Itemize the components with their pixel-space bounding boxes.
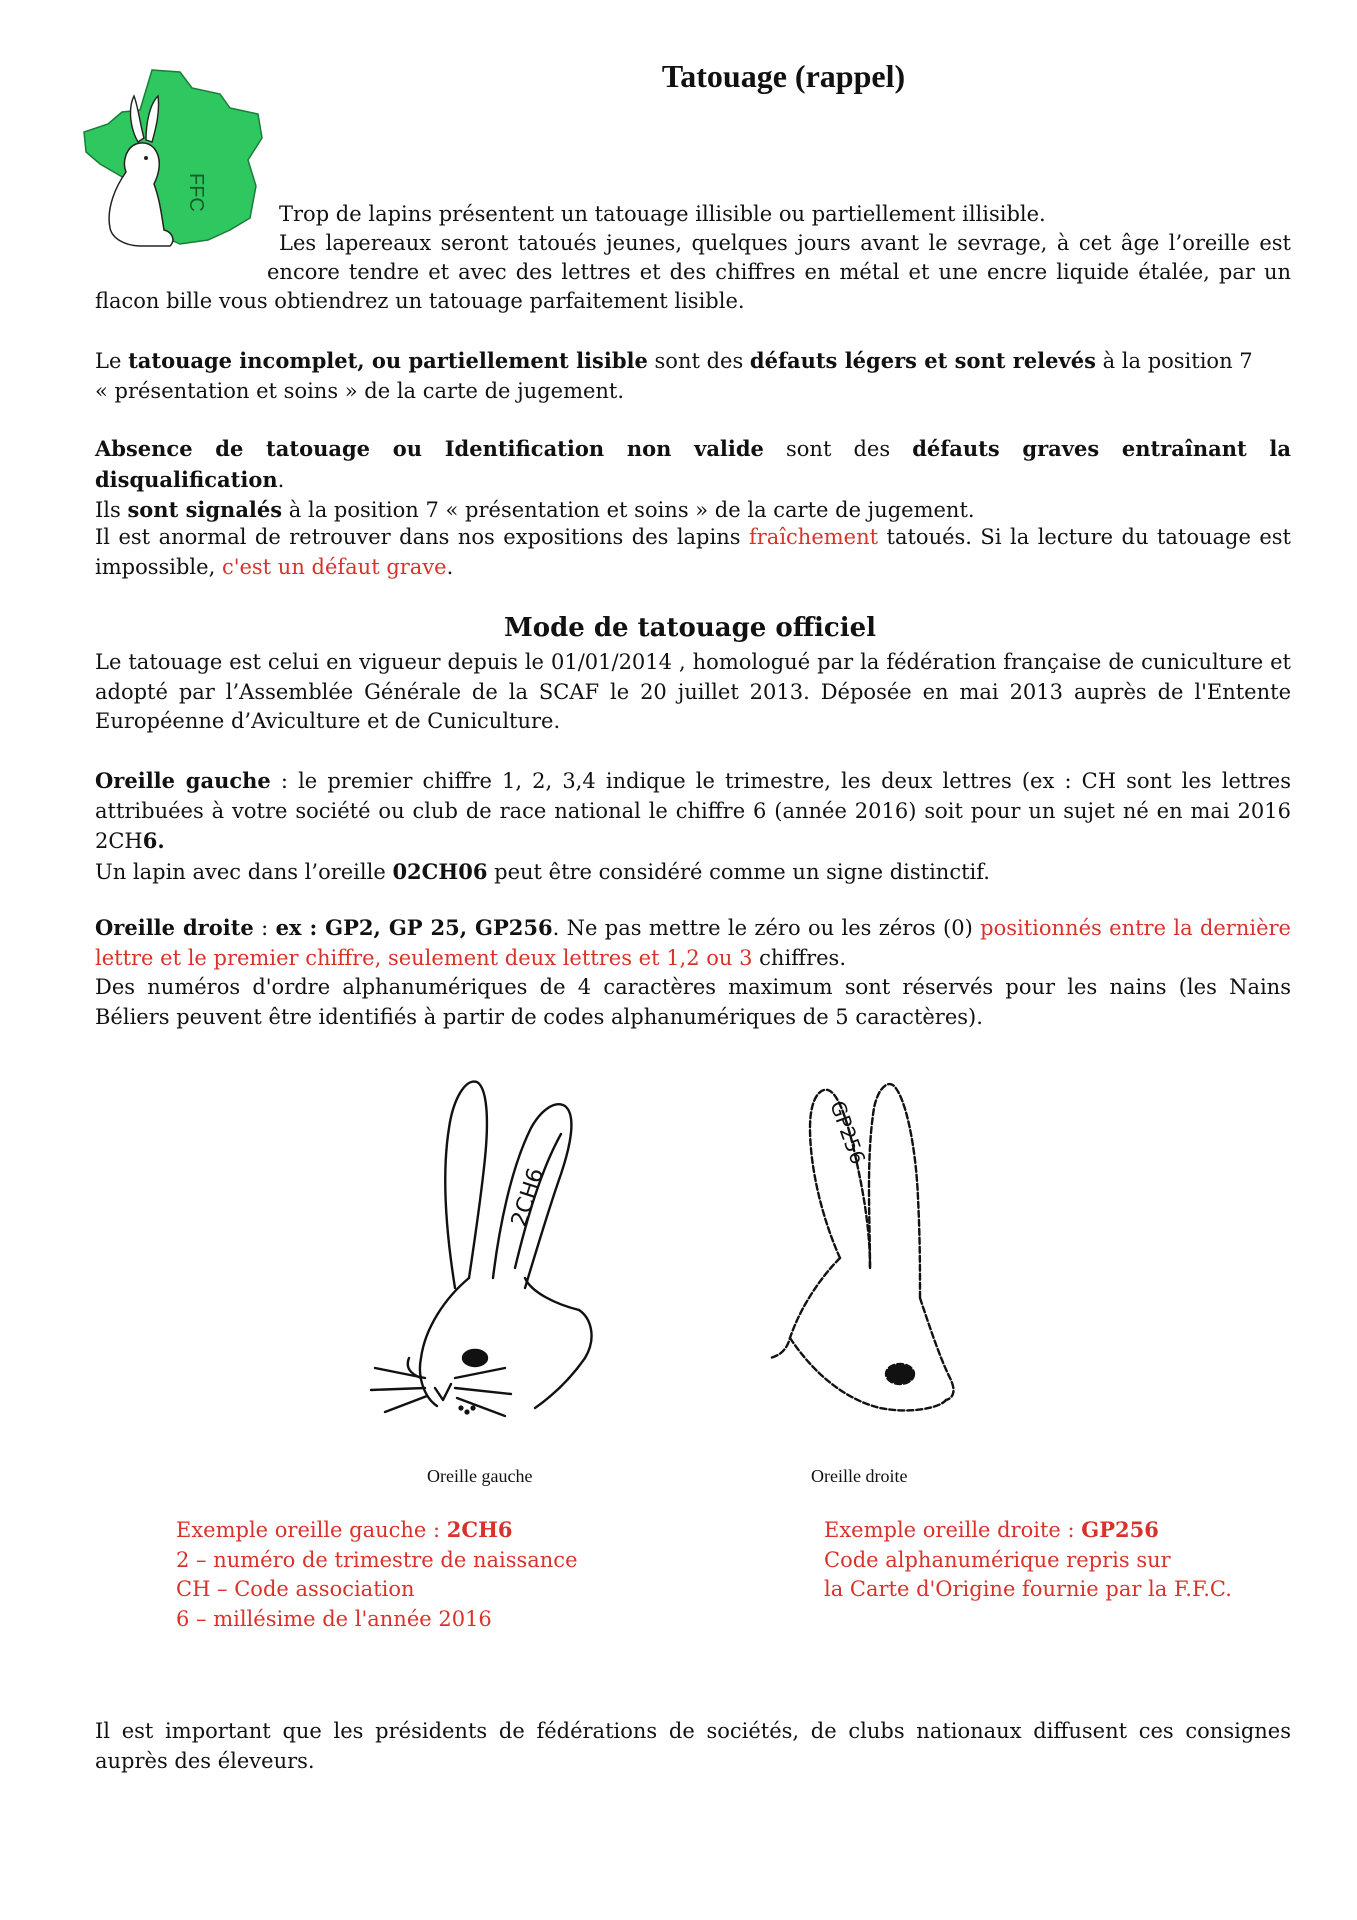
- bold-text: ex : GP2, GP 25, GP256: [275, 915, 553, 940]
- rabbit-left-figure: [365, 1078, 605, 1418]
- text: peut être considéré comme un signe distinctif.: [487, 859, 990, 884]
- caption-left: Oreille gauche: [427, 1466, 533, 1486]
- intro-line-3: encore tendre et avec des lettres et des chiffres en métal et une encre liquide étalée, par un: [267, 260, 1291, 284]
- intro-line-1: Trop de lapins présentent un tatouage illisible ou partiellement illisible.: [279, 202, 1046, 226]
- text: sont des: [763, 437, 913, 461]
- text: .: [277, 467, 285, 492]
- text: « présentation et soins » de la carte de jugement.: [95, 378, 625, 403]
- page-title: Tatouage (rappel): [661, 58, 906, 94]
- text: Exemple oreille droite :: [824, 1518, 1082, 1542]
- bold-text: 6.: [142, 828, 165, 853]
- paragraph-tatouage-incomplet: [95, 346, 1291, 406]
- red-text: positionnés entre la dernière lettre et le premier chiffre, seulement deux lettres et 1,2 ou 3: [95, 916, 1291, 970]
- text: . Ne pas mettre le zéro ou les zéros (0): [552, 916, 981, 940]
- caption-right: Oreille droite: [811, 1466, 908, 1486]
- rabbit-right-ear-icon: [770, 1068, 970, 1424]
- text: à la position 7: [1095, 349, 1253, 373]
- text: tatoués. Si la lecture du tatouage est impossible,: [95, 525, 1291, 579]
- red-text: fraîchement: [748, 525, 879, 549]
- red-text: c'est un défaut grave: [221, 554, 447, 579]
- bold-text: Oreille droite: [95, 915, 254, 940]
- text: Il est anormal de retrouver dans nos expositions des lapins: [95, 525, 749, 549]
- text: : le premier chiffre 1, 2, 3,4 indique le trimestre, les deux lettres (ex : CH sont les lettres attribuées à votre société ou club de race national le chiffre 6 (année 2016) soit pour un sujet né en mai 2016 2CH: [95, 769, 1291, 853]
- bold-text: 02CH06: [392, 858, 488, 884]
- bold-text: GP256: [1081, 1517, 1159, 1542]
- text: la Carte d'Origine fournie par la F.F.C.: [824, 1577, 1232, 1601]
- bold-text: Absence de tatouage ou Identification non valide: [95, 436, 764, 461]
- logo-text: FFC: [185, 173, 207, 212]
- intro-line-2: Les lapereaux seront tatoués jeunes, quelques jours avant le sevrage, à cet âge l’oreille est: [279, 231, 1291, 255]
- text: chiffres.: [752, 945, 846, 970]
- ffc-logo: [80, 68, 266, 253]
- rabbit-left-ear-icon: [365, 1078, 605, 1418]
- example-right: [824, 1515, 1304, 1605]
- rabbit-right-figure: [770, 1068, 970, 1424]
- text: Exemple oreille gauche :: [176, 1518, 447, 1542]
- text: Le: [95, 349, 129, 373]
- bold-text: 2CH6: [446, 1517, 513, 1542]
- section-title: Mode de tatouage officiel: [503, 613, 877, 643]
- paragraph-oreille-droite: [95, 913, 1291, 1032]
- text: Ils: [95, 498, 128, 522]
- paragraph-tatouage-vigueur: Le tatouage est celui en vigueur depuis le 01/01/2014 , homologué par la fédération française de cuniculture et adopté par l’Assemblée Générale de la SCAF le 20 juillet 2013. Déposée en mai 2013 auprès de l'Entente Européenne d’Aviculture et de Cuniculture.: [95, 650, 1291, 733]
- text: sont des: [647, 349, 750, 373]
- bold-text: Oreille gauche: [95, 768, 271, 793]
- text: :: [253, 916, 276, 940]
- bold-text: tatouage incomplet, ou partiellement lisible: [128, 348, 648, 373]
- tattoo-text-left: 2CH6: [506, 1165, 550, 1230]
- text: Code alphanumérique repris sur: [824, 1547, 1171, 1572]
- text: .: [446, 554, 454, 579]
- tattoo-text-right: GP256: [825, 1097, 871, 1168]
- bold-text: défauts graves entraînant la disqualification: [95, 436, 1291, 492]
- text: CH – Code association: [176, 1577, 415, 1601]
- paragraph-oreille-gauche: [95, 766, 1291, 887]
- text: Un lapin avec dans l’oreille: [95, 859, 393, 884]
- text: Des numéros d'ordre alphanumériques de 4 caractères maximum sont réservés pour les nains (les Nains Béliers peuvent être identifiés à partir de codes alphanumériques de 5 caractères).: [95, 975, 1291, 1029]
- paragraph-absence-tatouage: [95, 434, 1291, 526]
- france-map-rabbit-icon: [80, 68, 266, 253]
- footer-paragraph: Il est important que les présidents de fédérations de sociétés, de clubs nationaux diffusent ces consignes auprès des éleveurs.: [95, 1719, 1291, 1773]
- text: à la position 7 « présentation et soins » de la carte de jugement.: [282, 498, 975, 522]
- bold-text: sont signalés: [127, 497, 283, 522]
- text: 6 – millésime de l'année 2016: [176, 1606, 492, 1631]
- text: 2 – numéro de trimestre de naissance: [176, 1547, 578, 1572]
- example-left: [176, 1515, 736, 1634]
- paragraph-anormal: [95, 523, 1291, 582]
- intro-line-4: flacon bille vous obtiendrez un tatouage parfaitement lisible.: [95, 289, 745, 313]
- bold-text: défauts légers et sont relevés: [749, 348, 1096, 373]
